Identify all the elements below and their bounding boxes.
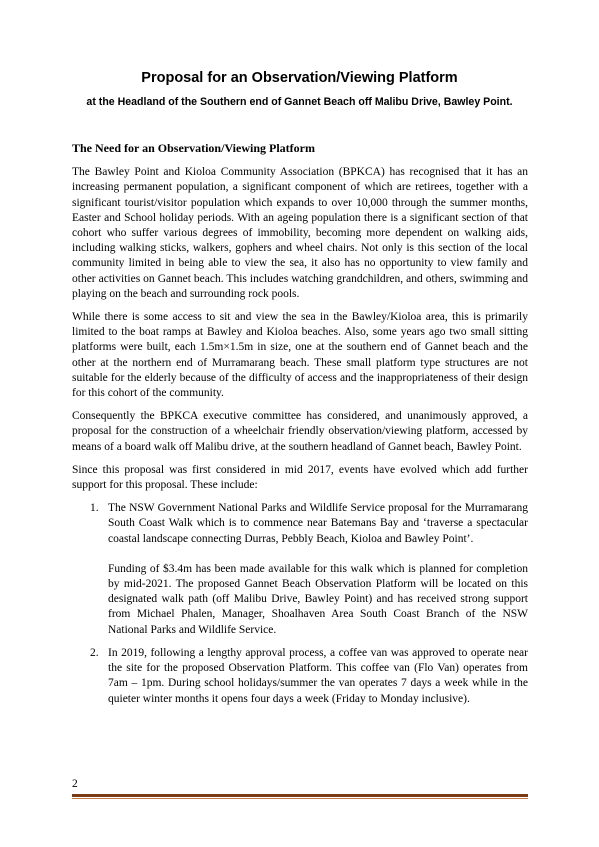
paragraph-4: Since this proposal was first considered in mid 2017, events have evolved which add further support for this proposal. These include:: [72, 463, 528, 492]
list-item: [72, 501, 528, 638]
document-body: [72, 141, 528, 715]
list-item-subparagraph: Funding of $3.4m has been made available for this walk which is planned for completion by mid-2021. The proposed Gannet Beach Observation Platform will be located on this designated walk path (off Malibu Drive, Bawley Point) and has received strong support from Michael Phalen, Manager, Shoalhaven Area South Coast Branch of the NSW National Parks and Wildlife Service.: [108, 562, 528, 636]
paragraph-3: Consequently the BPKCA executive committee has considered, and unanimously approved, a proposal for the construction of a wheelchair friendly observation/viewing platform, accessed by means of a board walk off Malibu drive, at the southern headland of Gannet beach, Bawley Point.: [72, 410, 528, 453]
footer-rule-thick: [72, 794, 528, 797]
numbered-list: [72, 501, 528, 706]
list-item-number: 1.: [90, 502, 99, 515]
section-heading: The Need for an Observation/Viewing Platform: [72, 141, 315, 155]
list-item-text: In 2019, following a lengthy approval process, a coffee van was approved to operate near the site for the proposed Observation Platform. This coffee van (Flo Van) operates from 7am – 1pm. During school holidays/summer the van operates 7 days a week while in the quieter winter months it opens four days a week (Friday to Monday inclusive).: [108, 646, 528, 705]
list-item-number: 2.: [90, 646, 99, 659]
document-subtitle: at the Headland of the Southern end of Gannet Beach off Malibu Drive, Bawley Point.: [86, 96, 513, 108]
footer-rule-thin: [72, 798, 528, 799]
paragraph-2: While there is some access to sit and view the sea in the Bawley/Kioloa area, this is primarily limited to the boat ramps at Bawley and Kioloa beaches. Also, some years ago two small sitting platforms were built, each 1.5m×1.5m in size, one at the southern end of Gannet beach and the other at the northern end of Murramarang beach. These small platform type structures are not suitable for the elderly because of the difficulty of access and the inappropriateness of their design for this cohort of the community.: [72, 311, 528, 400]
page-number: 2: [72, 778, 78, 790]
list-item-text: The NSW Government National Parks and Wildlife Service proposal for the Murramarang South Coast Walk which is to commence near Batemans Bay and ‘traverse a spectacular coastal landscape connecting Durras, Pebbly Beach, Kioloa and Bawley Point’.: [108, 502, 528, 545]
list-item: [72, 646, 528, 707]
paragraph-1: The Bawley Point and Kioloa Community Association (BPKCA) has recognised that it has an increasing permanent population, a significant component of which are retirees, together with a significant tourist/visitor population which expands to over 10,000 through the summer months, Easter and School holiday periods. With an ageing population there is a significant section of that cohort who suffer various degrees of immobility, becoming more dependent on walking aids, including walking sticks, walkers, gophers and wheel chairs. Not only is this section of the local community limited in being able to view the sea, it also has no opportunity to view family and other activities on Gannet beach. This includes watching grandchildren, and others, swimming and playing on the beach and surrounding rock pools.: [72, 166, 528, 300]
document-title: Proposal for an Observation/Viewing Platform: [141, 70, 458, 86]
